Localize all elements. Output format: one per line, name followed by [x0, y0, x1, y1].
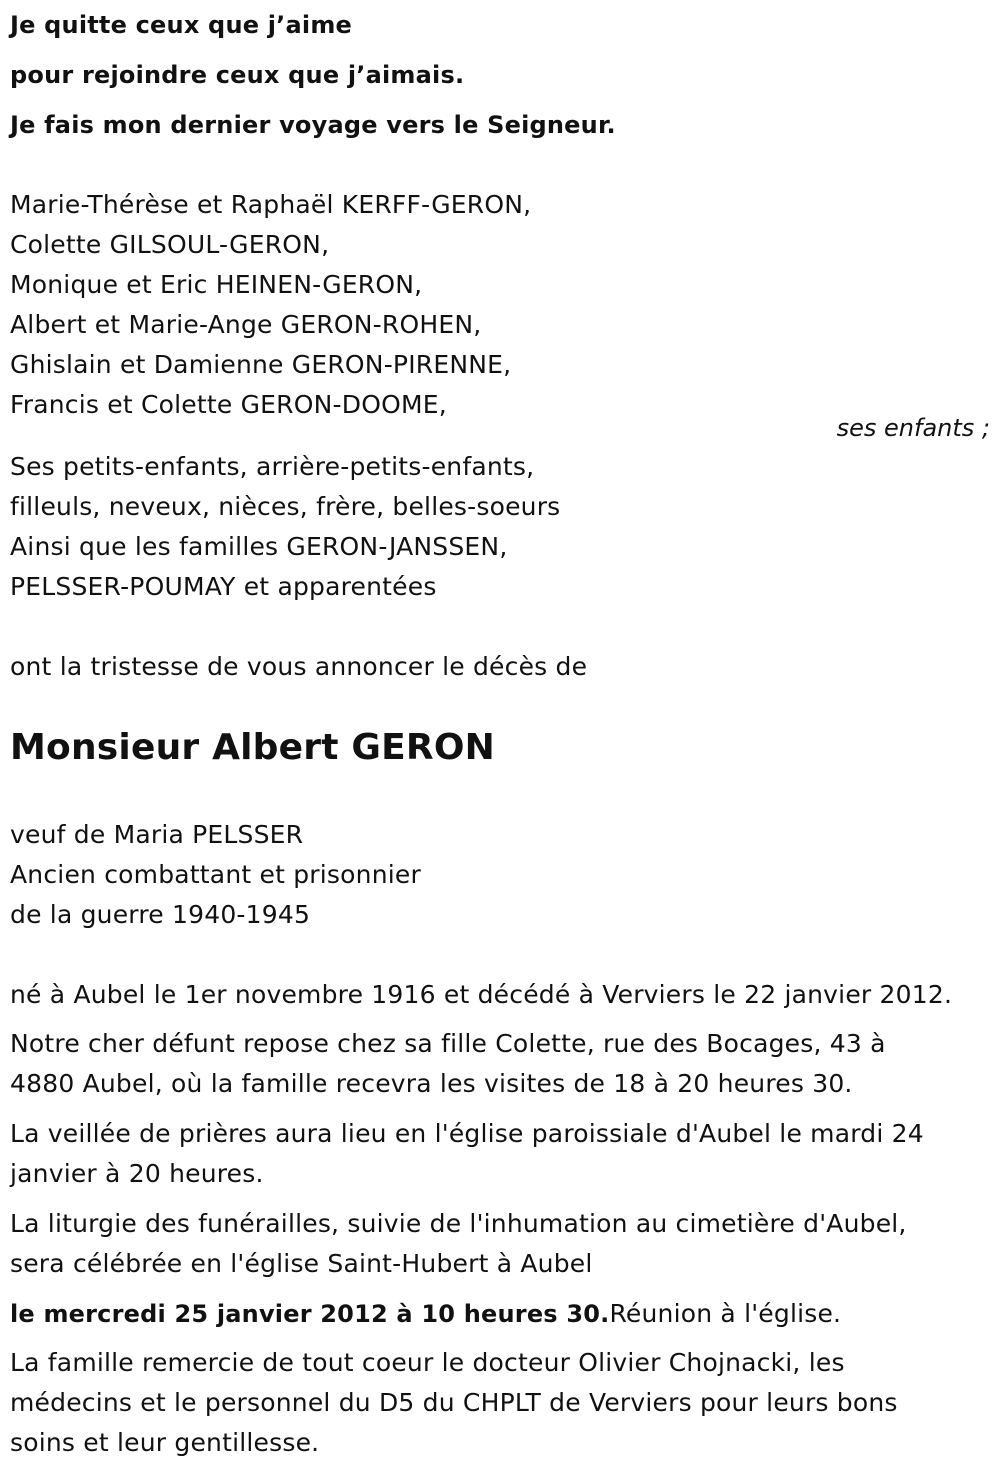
liturgy-line-1: La liturgie des funérailles, suivie de l'inhumation au cimetière d'Aubel,	[10, 1209, 907, 1238]
thanks-line-1: La famille remercie de tout coeur le docteur Olivier Chojnacki, les	[10, 1348, 845, 1377]
children-line-5: Ghislain et Damienne GERON-PIRENNE,	[10, 350, 512, 379]
family-line-2: filleuls, neveux, nièces, frère, belles-soeurs	[10, 492, 561, 521]
family-line-3: Ainsi que les familles GERON-JANSSEN,	[10, 532, 508, 561]
children-line-6: Francis et Colette GERON-DOOME,	[10, 390, 447, 419]
family-line-4: PELSSER-POUMAY et apparentées	[10, 572, 437, 601]
children-line-4: Albert et Marie-Ange GERON-ROHEN,	[10, 310, 482, 339]
detail-line-3: de la guerre 1940-1945	[10, 900, 311, 929]
repose-line-2: 4880 Aubel, où la famille recevra les visites de 18 à 20 heures 30.	[10, 1069, 853, 1098]
family-line-1: Ses petits-enfants, arrière-petits-enfants,	[10, 452, 535, 481]
vigil-line-1: La veillée de prières aura lieu en l'église paroissiale d'Aubel le mardi 24	[10, 1119, 924, 1148]
deceased-name: Monsieur Albert GERON	[10, 727, 495, 768]
detail-line-1: veuf de Maria PELSSER	[10, 820, 304, 849]
funeral-date-line	[10, 1297, 841, 1331]
liturgy-line-2: sera célébrée en l'église Saint-Hubert à Aubel	[10, 1249, 593, 1278]
poem-line-3: Je fais mon dernier voyage vers le Seigneur.	[10, 111, 616, 139]
poem-line-1: Je quitte ceux que j’aime	[10, 11, 353, 39]
funeral-date: le mercredi 25 janvier 2012 à 10 heures 30.	[10, 1300, 610, 1328]
children-note: ses enfants ;	[836, 414, 990, 442]
announcement: ont la tristesse de vous annoncer le décès de	[10, 652, 588, 681]
vigil-line-2: janvier à 20 heures.	[10, 1159, 264, 1188]
detail-line-2: Ancien combattant et prisonnier	[10, 860, 421, 889]
children-line-3: Monique et Eric HEINEN-GERON,	[10, 270, 423, 299]
thanks-line-3: soins et leur gentillesse.	[10, 1428, 320, 1457]
funeral-meeting: Réunion à l'église.	[609, 1299, 842, 1328]
thanks-line-2: médecins et le personnel du D5 du CHPLT de Verviers pour leurs bons	[10, 1388, 898, 1417]
repose-line-1: Notre cher défunt repose chez sa fille Colette, rue des Bocages, 43 à	[10, 1029, 886, 1058]
poem-line-2: pour rejoindre ceux que j’aimais.	[10, 61, 465, 89]
birth-death: né à Aubel le 1er novembre 1916 et décédé à Verviers le 22 janvier 2012.	[10, 980, 953, 1009]
children-line-2: Colette GILSOUL-GERON,	[10, 230, 330, 259]
children-line-1: Marie-Thérèse et Raphaël KERFF-GERON,	[10, 190, 532, 219]
